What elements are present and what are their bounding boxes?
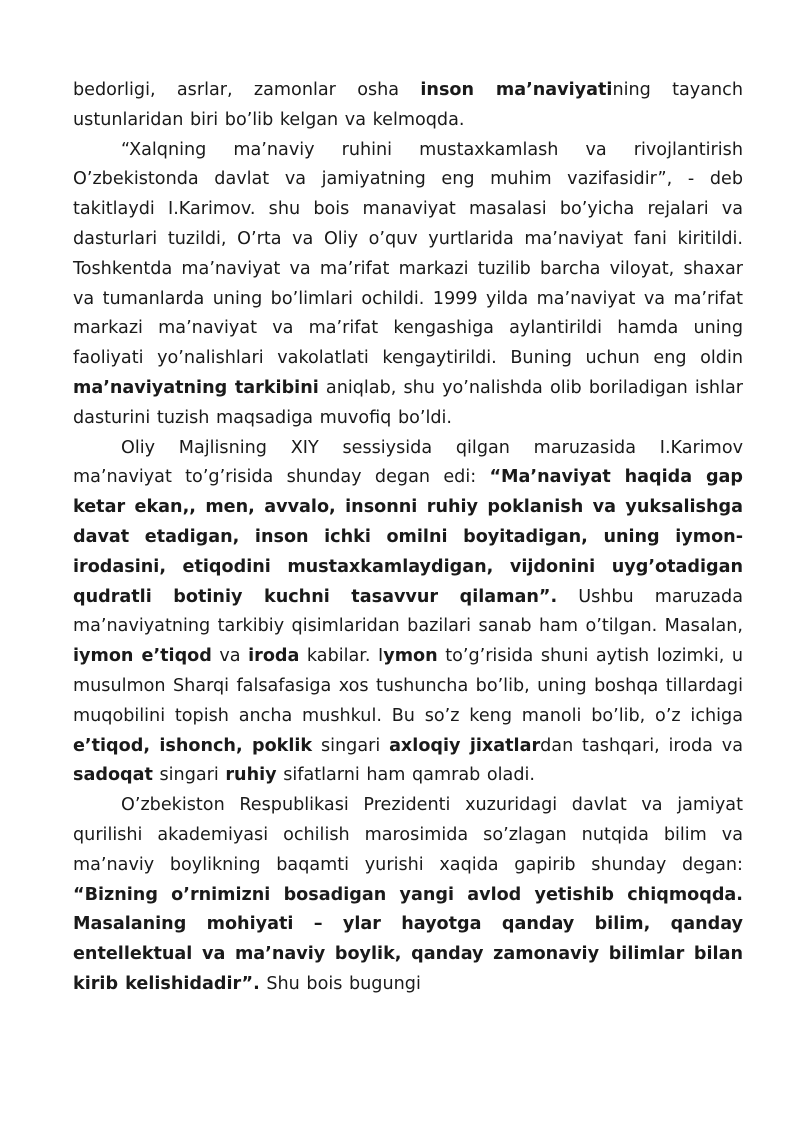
document-page	[73, 76, 743, 1000]
bold-text-run: sadoqat	[73, 765, 153, 786]
text-run: ning tayanch ustunlaridan biri bo’lib kelgan va kelmoqda.	[73, 80, 743, 130]
bold-text-run: ruhiy	[225, 765, 277, 786]
text-run: Shu bois bugungi	[259, 973, 421, 994]
bold-quote: “Bizning o’rnimizni bosadigan yangi avlod yetishib chiqmoqda. Masalaning mohiyati – ylar hayotga qanday bilim, qanday entellektual va ma’naviy boylik, qanday zamonaviy bilimlar bilan kirib kelishidadir”.	[73, 884, 743, 994]
text-run: “Xalqning ma’naviy ruhini mustaxkamlash va rivojlantirish O’zbekistonda davlat va jamiyatning eng muhim vazifasidir”, - deb takitlaydi I.Karimov. shu bois manaviyat masalasi bo’yicha rejalari va dasturlari tuzildi, O’rta va Oliy o’quv yurtlarida ma’naviyat fani kiritildi. Toshkentda ma’naviyat va ma’rifat markazi tuzilib barcha viloyat, shaxar va tumanlarda uning bo’limlari ochildi. 1999 yilda ma’naviyat va ma’rifat markazi ma’naviyat va ma’rifat kengashiga aylantirildi hamda uning faoliyati yo’nalishlari vakolatlati kengaytirildi. Buning uchun eng oldin	[73, 139, 743, 369]
bold-text-run: e’tiqod, ishonch, poklik	[73, 735, 313, 756]
bold-quote: “Ma’naviyat haqida gap ketar ekan,, men, avvalo, insonni ruhiy poklanish va yuksalishga davat etadigan, inson ichki omilni boyitadigan, uning iymon-irodasini, etiqodini mustaxkamlaydigan, vijdonini uyg’otadigan qudratli botiniy kuchni tasavvur qilaman”.	[73, 467, 743, 607]
text-run: Oliy Majlisning XIY sessiysida qilgan maruzasida I.Karimov ma’naviyat to’g’risida shunday degan edi:	[73, 437, 743, 488]
bold-text-run: inson ma’naviyati	[420, 80, 613, 100]
text-run: sifatlarni ham qamrab oladi.	[276, 765, 535, 786]
paragraph-4	[73, 791, 743, 1000]
paragraph-1	[73, 76, 743, 136]
bold-text-run: axloqiy jixatlar	[389, 735, 541, 756]
text-run: O’zbekiston Respublikasi Prezidenti xuzuridagi davlat va jamiyat qurilishi akademiyasi ochilish marosimida so’zlagan nutqida bilim va ma’naviy boylikning baqamti yurishi xaqida gapirib shunday degan:	[73, 795, 743, 875]
bold-text-run: iroda	[248, 646, 300, 667]
bold-text-run: iymon e’tiqod	[73, 646, 212, 667]
text-run: bedorligi, asrlar, zamonlar osha	[73, 80, 421, 100]
paragraph-3	[73, 434, 743, 792]
text-run: aniqlab, shu yo’nalishda olib boriladigan ishlar dasturini tuzish maqsadiga muvofiq bo’ldi.	[73, 377, 743, 428]
text-run: va	[211, 646, 249, 667]
text-run: singari	[312, 735, 390, 756]
text-run: dan tashqari, iroda va	[540, 735, 743, 756]
text-run: kabilar. I	[299, 646, 384, 667]
text-run: to’g’risida shuni aytish lozimki, u musulmon Sharqi falsafasiga xos tushuncha bo’lib, uning boshqa tillardagi muqobilini topish ancha mushkul. Bu so’z keng manoli bo’lib, o’z ichiga	[73, 646, 743, 726]
bold-text-run: ma’naviyatning tarkibini	[73, 377, 319, 398]
bold-text-run: ymon	[383, 646, 438, 667]
text-run: Ushbu maruzada ma’naviyatning tarkibiy qisimlaridan bazilari sanab ham o’tilgan. Masalan,	[73, 586, 744, 637]
paragraph-2	[73, 136, 743, 434]
text-run: singari	[152, 765, 226, 786]
